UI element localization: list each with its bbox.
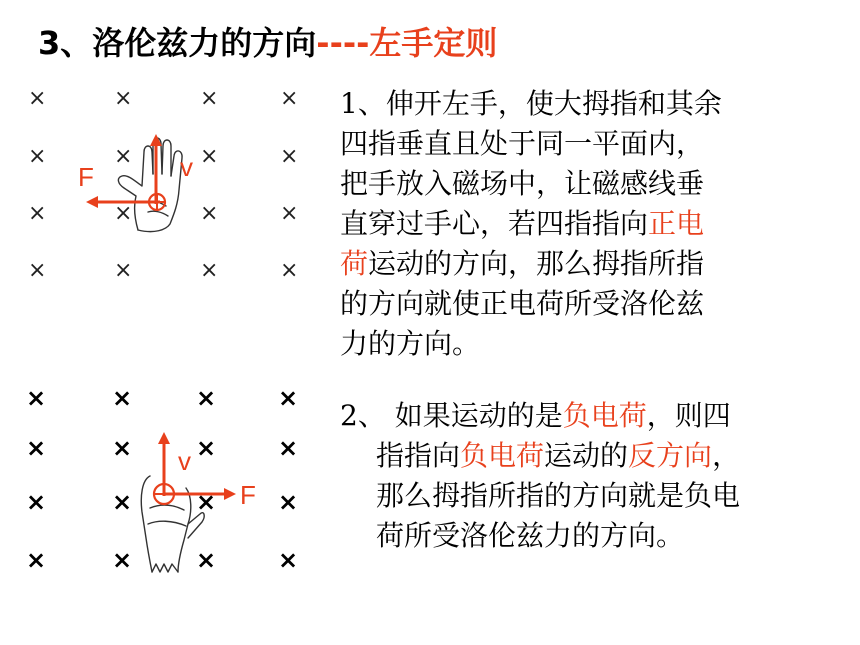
slide-title (38, 18, 497, 64)
highlight-text: 正电 (648, 207, 705, 240)
field-cross-mark: × (26, 546, 47, 574)
paragraph-line (340, 396, 820, 436)
text-segment: 运动的方向，那么拇指所指 (368, 247, 705, 280)
velocity-label: v (178, 446, 191, 476)
highlight-text: 负电荷 (460, 439, 545, 472)
field-cross-mark: × (280, 258, 299, 283)
text-segment: 那么拇指所指的方向就是负电 (376, 479, 741, 512)
field-cross-mark: × (114, 201, 133, 226)
title-accent: ----左手定则 (316, 24, 498, 62)
field-cross-mark: × (114, 258, 133, 283)
field-cross-mark: × (278, 434, 299, 462)
force-label: F (78, 162, 94, 192)
velocity-label: v (180, 152, 193, 182)
field-cross-mark: × (200, 201, 219, 226)
field-cross-mark: × (26, 434, 47, 462)
rule-paragraph-positive (340, 84, 795, 364)
text-segment: 指指向 (376, 439, 461, 472)
paragraph-line (340, 516, 820, 556)
field-cross-mark: × (280, 201, 299, 226)
field-cross-mark: × (280, 144, 299, 169)
field-cross-mark: × (280, 86, 299, 111)
field-cross-mark: × (112, 434, 133, 462)
title-main: 3、洛伦兹力的方向 (38, 24, 317, 62)
field-cross-mark: × (112, 488, 133, 516)
force-arrow (164, 484, 236, 504)
text-segment: 直穿过手心，若四指指向 (340, 207, 649, 240)
velocity-arrow (148, 134, 164, 206)
text-segment: 1、伸开左手，使大拇指和其余 (340, 87, 722, 120)
field-cross-mark: × (114, 86, 133, 111)
text-segment: 荷所受洛伦兹力的方向。 (376, 519, 685, 552)
highlight-text: 荷 (340, 247, 369, 280)
field-cross-mark: × (196, 488, 217, 516)
paragraph-line (340, 284, 795, 324)
paragraph-line (340, 436, 820, 476)
text-segment: ，则四 (646, 399, 731, 432)
field-cross-mark: × (278, 488, 299, 516)
text-segment: 的方向就使正电荷所受洛伦兹 (340, 287, 705, 320)
field-cross-mark: × (196, 434, 217, 462)
text-segment: 把手放入磁场中，让磁感线垂 (340, 167, 705, 200)
field-cross-mark: × (200, 86, 219, 111)
field-cross-mark: × (112, 384, 133, 412)
text-segment: 力的方向。 (340, 327, 481, 360)
text-segment: 运动的 (544, 439, 629, 472)
paragraph-line (340, 476, 820, 516)
field-cross-mark: × (26, 488, 47, 516)
text-segment: 四指垂直且处于同一平面内， (340, 127, 705, 160)
paragraph-line (340, 164, 795, 204)
field-cross-mark: × (112, 546, 133, 574)
field-cross-mark: × (278, 384, 299, 412)
text-segment: 2、 如果运动的是 (340, 399, 563, 432)
highlight-text: 反方向 (628, 439, 713, 472)
paragraph-line (340, 324, 795, 364)
paragraph-line (340, 244, 795, 284)
paragraph-line (340, 84, 795, 124)
rule-paragraph-negative (340, 396, 820, 556)
field-cross-mark: × (200, 258, 219, 283)
force-label: F (240, 480, 256, 510)
field-cross-mark: × (278, 546, 299, 574)
field-cross-mark: × (28, 201, 47, 226)
field-cross-mark: × (196, 384, 217, 412)
field-cross-mark: × (28, 144, 47, 169)
field-cross-mark: × (26, 384, 47, 412)
field-cross-mark: × (28, 258, 47, 283)
text-segment: ， (712, 439, 741, 472)
paragraph-line (340, 124, 795, 164)
field-cross-mark: × (196, 546, 217, 574)
highlight-text: 负电荷 (562, 399, 647, 432)
field-cross-mark: × (200, 144, 219, 169)
field-cross-mark: × (114, 144, 133, 169)
paragraph-line (340, 204, 795, 244)
field-cross-mark: × (28, 86, 47, 111)
